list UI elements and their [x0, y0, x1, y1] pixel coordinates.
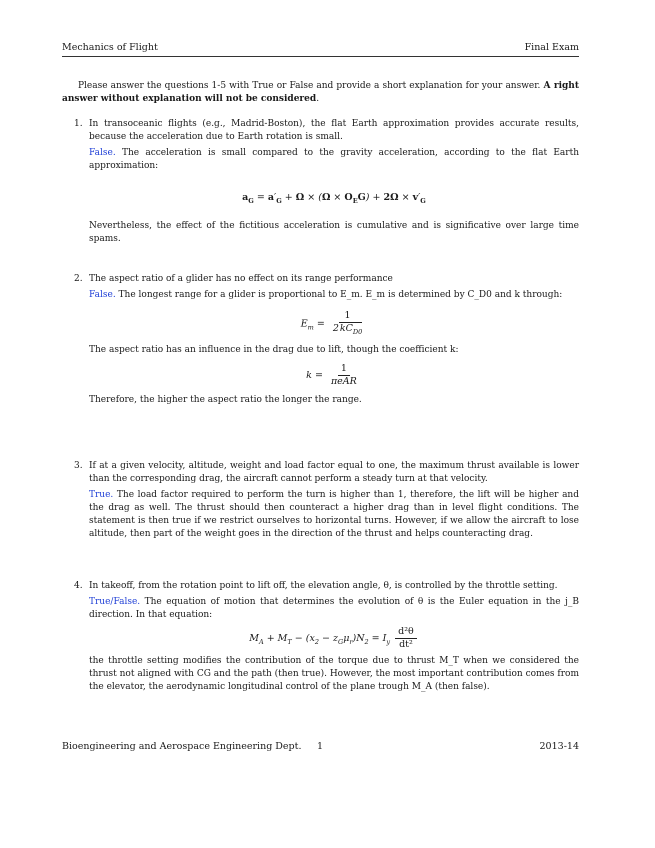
answer-text: False. The longest range for a glider is proportional to E_m. E_m is determined by C_D0 and k through: — [89, 290, 563, 300]
instructions-warning: A right answer without explanation will not be considered — [62, 81, 579, 104]
equation: $M_A + M_T - (x_2 - z_G\mu_r)N_2 = I_y$ $\frac{\text{d²θ}}{\text{dt²}}$ — [89, 626, 579, 651]
answer-text: False. The acceleration is small compared to the gravity acceleration, according to the flat Earth approximation: — [89, 148, 579, 171]
department: Bioengineering and Aerospace Engineering Dept. — [62, 741, 302, 752]
instructions: Please answer the questions 1-5 with True or False and provide a short explanation for your answer. A right answer without explanation will not be considered. — [62, 81, 579, 104]
question-statement: If at a given velocity, altitude, weight and load factor equal to one, the maximum thrust available is lower than the corresponding drag, the aircraft cannot perform a steady turn at that velocity. — [89, 461, 579, 484]
verdict-label: True. — [89, 490, 114, 500]
page-header — [62, 42, 579, 57]
question-3: 3. If at a given velocity, altitude, weight and load factor equal to one, the maximum thrust available is lower than the corresponding drag, the aircraft cannot perform a steady turn at that velocity. True. The load factor required to perform the turn is higher than 1, therefore, the lift will be higher and the drag as well. The thrust should then counteract a higher drag than in level flight conditions. The statement is then true if we restrict ourselves to horizontal turns. However, if we allow the aircraft to lose altitude, then part of the weight goes in the direction of the thrust and helps counteracting drag. — [74, 461, 579, 539]
page-footer — [62, 741, 579, 752]
question-statement: The aspect ratio of a glider has no effect on its range performance — [89, 274, 393, 284]
equation: $E_m$ = $\frac{1}{2kC_{D0}}$ — [300, 310, 363, 336]
answer-middle: The aspect ratio has an influence in the drag due to lift, though the coefficient k: — [89, 344, 459, 355]
question-statement: In transoceanic flights (e.g., Madrid-Boston), the flat Earth approximation provides accurate results, because the acceleration due to Earth rotation is small. — [89, 119, 579, 142]
answer-conclusion: Therefore, the higher the aspect ratio the longer the range. — [89, 394, 362, 405]
question-statement: In takeoff, from the rotation point to lift off, the elevation angle, θ, is controlled by the throttle setting. — [89, 581, 558, 591]
answer-conclusion: Nevertheless, the effect of the fictitious acceleration is cumulative and is significative over large time spams. — [89, 220, 579, 244]
page-number: 1 — [317, 741, 324, 752]
answer-text: True. The load factor required to perform the turn is higher than 1, therefore, the lift will be higher and the drag as well. The thrust should then counteract a higher drag than in level flight conditions. The statement is then true if we restrict ourselves to horizontal turns. However, if we allow the aircraft to lose altitude, then part of the weight goes in the direction of the thrust and helps counteracting drag. — [89, 490, 579, 539]
question-2: 2. The aspect ratio of a glider has no effect on its range performance False. The longest range for a glider is proportional to E_m. E_m is determined by C_D0 and k through: $E_m$ = $\frac{1}{2kC_{D0}}$ The aspect ratio has an influence in the drag due to lift, though the coefficient k: k = $\frac{1}{\text{πeAR}}$ Therefore, the higher the aspect ratio the longer the range. — [62, 273, 579, 407]
academic-year: 2013-14 — [539, 741, 579, 752]
verdict-label: False. — [89, 290, 116, 300]
course-title: Mechanics of Flight — [62, 42, 158, 53]
question-1: 1. In transoceanic flights (e.g., Madrid-Boston), the flat Earth approximation provides accurate results, because the acceleration due to Earth rotation is small. False. The acceleration is small compared to the gravity acceleration, according to the flat Earth approximation: $a_G = a'_G + \Omega \times (\Omega \times O_EG) + 2\Omega \times v'_G$ Nevertheless, the effect of the fictitious acceleration is cumulative and is significative over large time spams. — [74, 119, 579, 244]
equation: $a_G = a'_G + \Omega \times (\Omega \times O_EG) + 2\Omega \times v'_G$ — [242, 192, 426, 205]
equation: k = $\frac{1}{\text{πeAR}}$ — [306, 362, 357, 387]
answer-conclusion: the throttle setting modifies the contribution of the torque due to thrust M_T when we considered the thrust not aligned with CG and the path (then true). However, the most important contribution comes from the elevator, the aerodynamic longitudinal control of the plane trough M_A (then false). — [89, 656, 579, 692]
verdict-label: False. — [89, 148, 116, 158]
verdict-label: True/False. — [89, 597, 141, 607]
exam-title: Final Exam — [524, 42, 579, 53]
question-4: 4. In takeoff, from the rotation point to lift off, the elevation angle, θ, is controlled by the throttle setting. True/False. The equation of motion that determines the evolution of θ is the Euler equation in the j_B direction. In that equation: $M_A + M_T - (x_2 - z_G\mu_r)N_2 = I_y$ $\frac{\text{d²θ}}{\text{dt²}}$ the throttle setting modifies the contribution of the torque due to thrust M_T when we considered the thrust not aligned with CG and the path (then true). However, the most important contribution comes from the elevator, the aerodynamic longitudinal control of the plane trough M_A (then false). — [74, 581, 579, 692]
answer-text: True/False. The equation of motion that determines the evolution of θ is the Euler equation in the j_B direction. In that equation: — [89, 597, 579, 620]
